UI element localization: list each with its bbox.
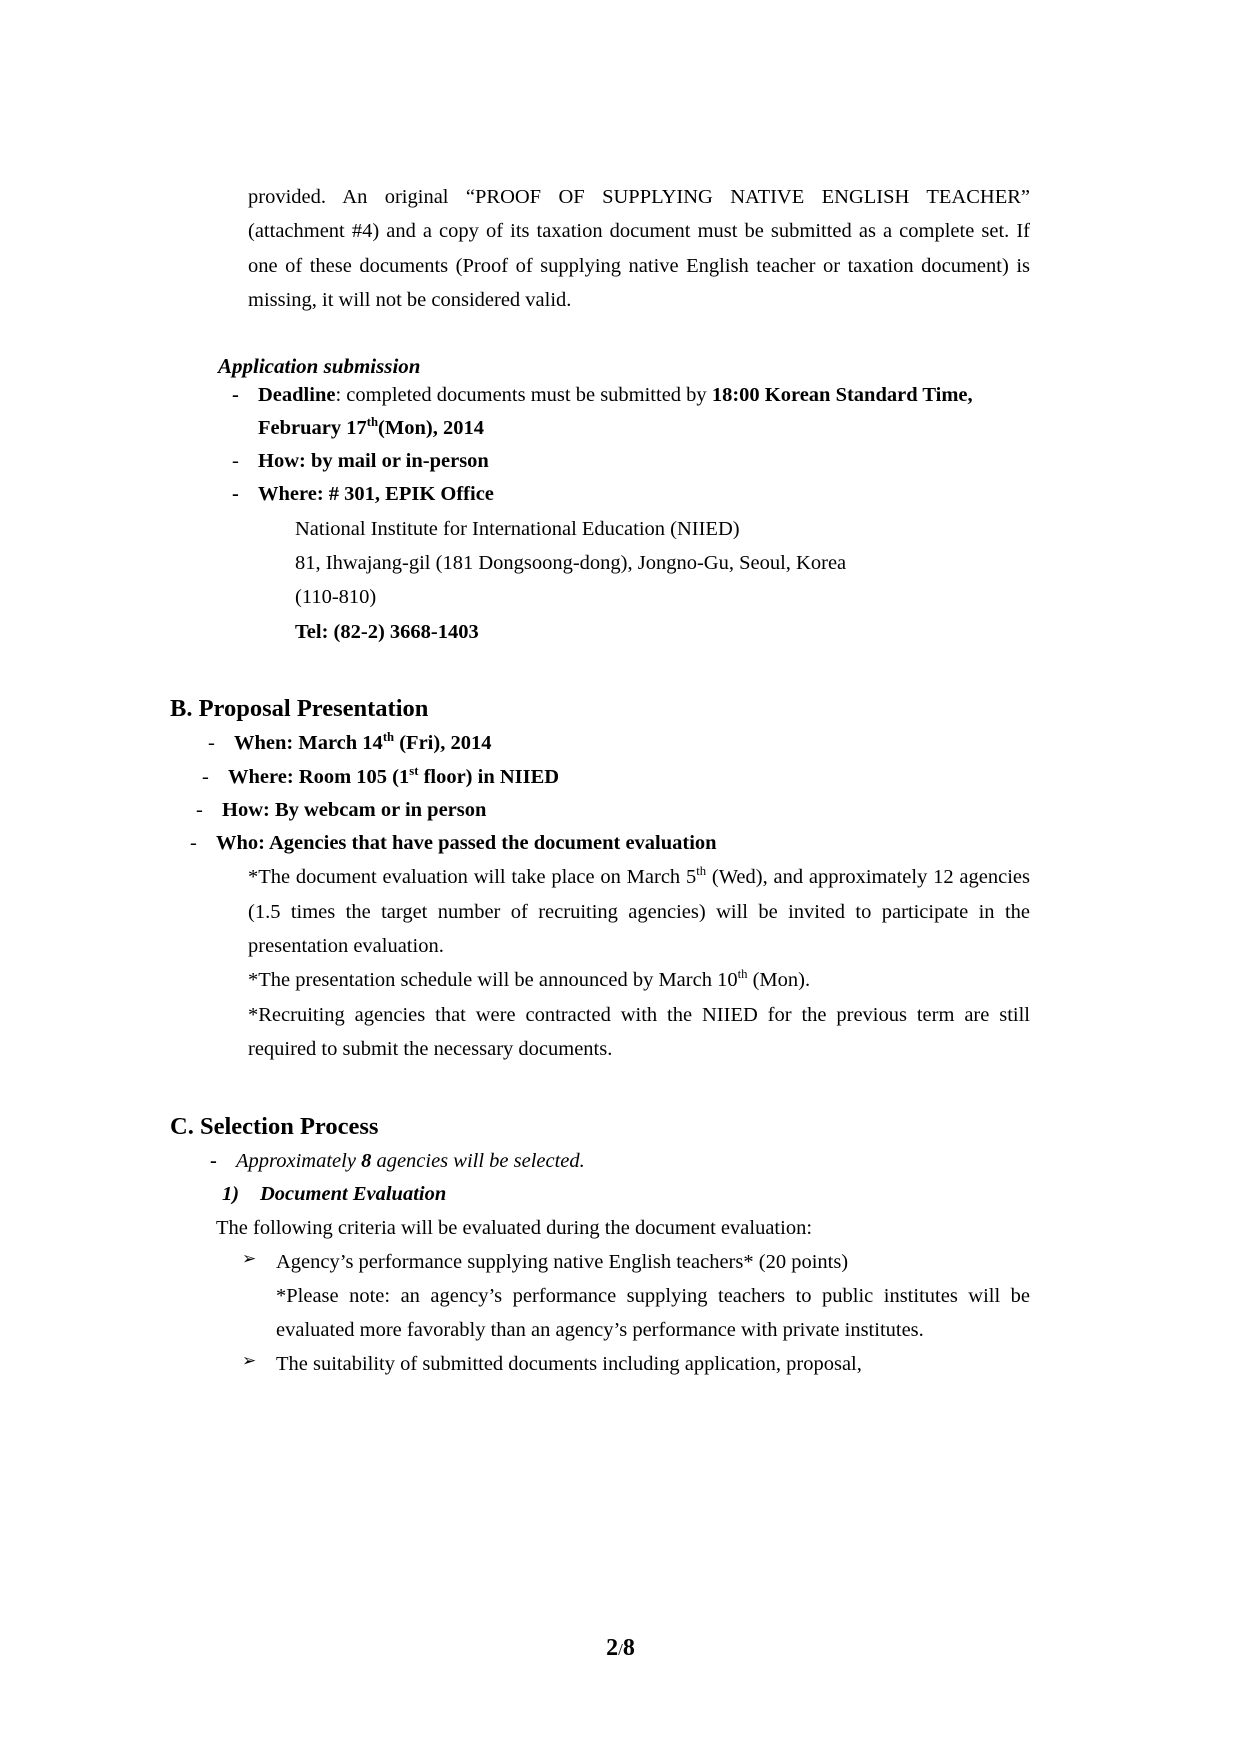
application-submission-list: [232, 379, 1030, 512]
note-document-evaluation: [248, 860, 1030, 963]
where-room-suffix: floor) in NIIED: [418, 765, 560, 788]
deadline-bold: 18:00 Korean Standard Time, February 17: [258, 383, 973, 439]
dash-bullet-icon: -: [208, 732, 215, 755]
note2-superscript: th: [737, 967, 748, 982]
page-separator: /: [618, 1640, 623, 1659]
arrow-bullet-icon: ➢: [242, 1350, 257, 1371]
approx-count: 8: [361, 1149, 372, 1172]
spacer: [170, 318, 1030, 354]
dash-bullet-icon: -: [232, 383, 239, 406]
when-suffix: (Fri), 2014: [394, 732, 492, 755]
note-previous-term: *Recruiting agencies that were contracted with the NIIED for the previous term are still required to submit the necessary documents.: [248, 1003, 1030, 1061]
criteria-list: [242, 1246, 1030, 1381]
note2-prefix: *The presentation schedule will be announced by March 10: [248, 969, 738, 992]
approx-agencies-text: [236, 1145, 1030, 1178]
where-text: Where: # 301, EPIK Office: [258, 483, 494, 506]
total-page-number: 8: [622, 1635, 635, 1661]
telephone-line: Tel: (82-2) 3668-1403: [295, 620, 479, 643]
address-line-1: National Institute for International Education (NIIED): [295, 517, 740, 540]
page-footer: [0, 1635, 1241, 1662]
how-presentation-text: How: By webcam or in person: [222, 798, 487, 821]
dash-bullet-icon: -: [190, 831, 197, 854]
list-item-who: [190, 827, 1030, 860]
note1-prefix: *The document evaluation will take place on March 5: [248, 866, 697, 889]
dash-bullet-icon: -: [232, 450, 239, 473]
current-page-number: 2: [606, 1635, 619, 1661]
how-text: How: by mail or in-person: [258, 450, 489, 473]
deadline-superscript: th: [366, 415, 379, 430]
section-b-notes: [248, 860, 1030, 1067]
address-line-2: 81, Ihwajang-gil (181 Dongsoong-dong), Jongno-Gu, Seoul, Korea: [295, 552, 847, 574]
criteria-intro: The following criteria will be evaluated during the document evaluation:: [216, 1217, 813, 1240]
section-b-list: [190, 727, 1030, 860]
deadline-text: [258, 379, 1030, 445]
where-room-superscript: st: [409, 763, 419, 778]
section-b-heading: B. Proposal Presentation: [170, 695, 429, 723]
continuation-paragraph: provided. An original “PROOF OF SUPPLYING NATIVE ENGLISH TEACHER” (attachment #4) and a copy of its taxation document must be submitted as a complete set. If one of these documents (Proof of supplying native English teacher or taxation document) is missing, it will not be considered valid.: [248, 186, 1030, 312]
dash-bullet-icon: -: [196, 798, 203, 821]
note-presentation-schedule: [248, 963, 1030, 997]
list-item-deadline: [232, 379, 1030, 445]
where-room-text: [228, 761, 1030, 794]
arrow-bullet-icon: ➢: [242, 1248, 257, 1269]
list-item-approx-agencies: [210, 1145, 1030, 1178]
list-item-how-presentation: [196, 794, 1030, 827]
who-text: Who: Agencies that have passed the document evaluation: [216, 831, 717, 854]
page-content: [170, 180, 1030, 1381]
approx-prefix: Approximately: [236, 1149, 362, 1172]
when-prefix: When: March 14: [234, 732, 383, 755]
where-room-prefix: Where: Room 105 (1: [228, 765, 410, 788]
list-item-document-evaluation: [222, 1178, 1030, 1211]
spacer: [170, 1067, 1030, 1113]
deadline-bold-tail: (Mon), 2014: [378, 416, 484, 439]
item-number: 1): [222, 1182, 240, 1205]
criterion-suitability-text: The suitability of submitted documents including application, proposal,: [276, 1352, 862, 1375]
when-superscript: th: [382, 730, 395, 745]
list-item-where: [232, 478, 1030, 511]
list-item-how: [232, 445, 1030, 478]
section-c-heading: C. Selection Process: [170, 1112, 379, 1140]
address-line-3: (110-810): [295, 586, 377, 609]
deadline-body: : completed documents must be submitted by: [335, 383, 712, 406]
approx-suffix: agencies will be selected.: [371, 1149, 585, 1172]
dash-bullet-icon: -: [232, 483, 239, 506]
note1-suffix: (Wed), and approximately 12 agencies (1.5 times the target number of recruiting agencies) will be invited to participate in the presentation evaluation.: [248, 866, 1030, 957]
deadline-label: Deadline: [258, 383, 336, 406]
list-item-criterion-suitability: [242, 1348, 1030, 1381]
note2-suffix: (Mon).: [747, 969, 811, 992]
criterion-performance-text: Agency’s performance supplying native English teachers* (20 points): [276, 1250, 849, 1273]
document-evaluation-label: Document Evaluation: [260, 1182, 447, 1205]
dash-bullet-icon: -: [210, 1149, 217, 1172]
when-text: [234, 727, 1030, 760]
list-item-criterion-performance: [242, 1246, 1030, 1279]
note1-superscript: th: [696, 864, 707, 879]
dash-bullet-icon: -: [202, 765, 209, 788]
application-submission-heading: Application submission: [218, 353, 421, 378]
list-item-where-room: [202, 761, 1030, 794]
criterion-performance-note: *Please note: an agency’s performance supplying teachers to public institutes will be evaluated more favorably than an agency’s performance with private institutes.: [276, 1284, 1030, 1342]
spacer: [170, 649, 1030, 695]
address-block: [295, 512, 1030, 650]
list-item-when: [208, 727, 1030, 760]
